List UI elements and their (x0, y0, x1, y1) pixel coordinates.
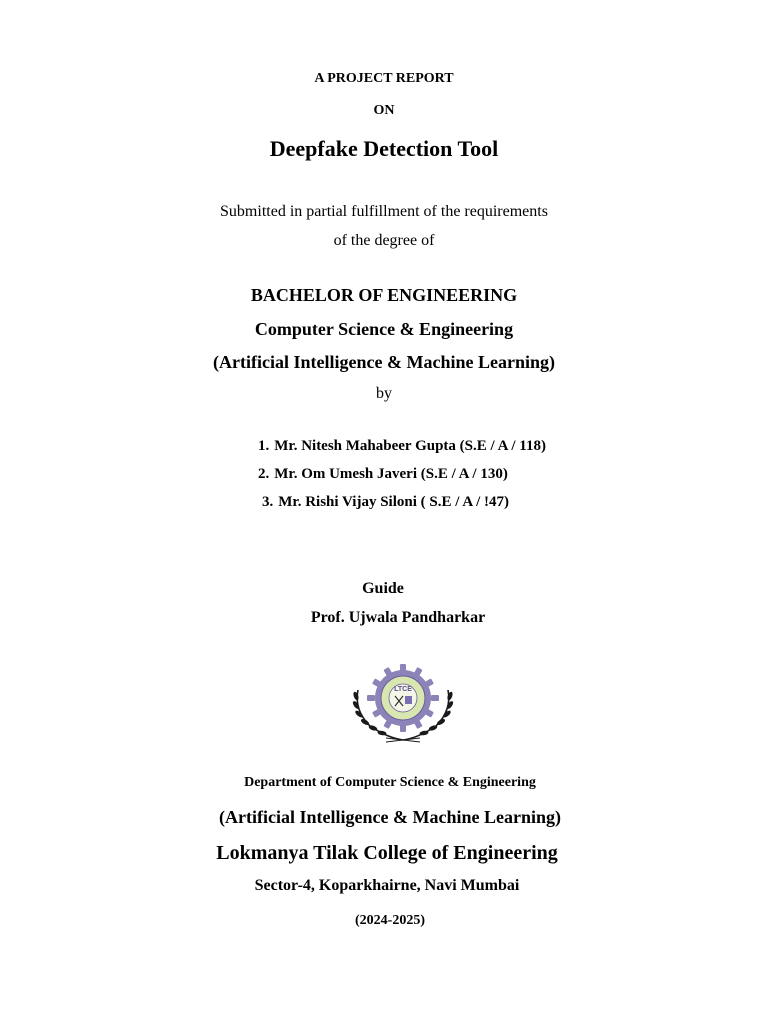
college-logo (348, 662, 458, 744)
author-item (262, 494, 509, 511)
department: Department of Computer Science & Engineering (244, 775, 536, 790)
guide-label: Guide (362, 580, 404, 597)
college-address: Sector-4, Koparkhairne, Navi Mumbai (254, 877, 520, 894)
report-title: Deepfake Detection Tool (269, 136, 499, 161)
by-label: by (376, 385, 392, 402)
author-name: Mr. Nitesh Mahabeer Gupta (S.E / A / 118) (274, 438, 546, 454)
report-on: ON (373, 103, 395, 118)
gear-icon (367, 664, 439, 732)
report-heading: A PROJECT REPORT (314, 71, 454, 86)
institution-specialization: (Artificial Intelligence & Machine Learning) (219, 807, 561, 827)
logo-lettering: LTCE (394, 686, 412, 693)
guide-name: Prof. Ujwala Pandharkar (310, 609, 486, 626)
submitted-line-2: of the degree of (333, 232, 435, 249)
specialization: (Artificial Intelligence & Machine Learning) (213, 352, 555, 372)
author-name: Mr. Om Umesh Javeri (S.E / A / 130) (274, 466, 508, 482)
college-name: Lokmanya Tilak College of Engineering (216, 842, 558, 864)
author-number: 1. (258, 438, 270, 454)
author-item (258, 466, 508, 483)
author-number: 3. (262, 494, 274, 510)
branch: Computer Science & Engineering (254, 319, 514, 339)
college-emblem-icon (348, 662, 458, 744)
author-name: Mr. Rishi Vijay Siloni ( S.E / A / !47) (278, 494, 509, 510)
academic-year: (2024-2025) (355, 913, 425, 928)
degree: BACHELOR OF ENGINEERING (250, 285, 518, 305)
author-item (258, 438, 546, 455)
author-number: 2. (258, 466, 270, 482)
submitted-line-1: Submitted in partial fulfillment of the requirements (220, 203, 548, 220)
